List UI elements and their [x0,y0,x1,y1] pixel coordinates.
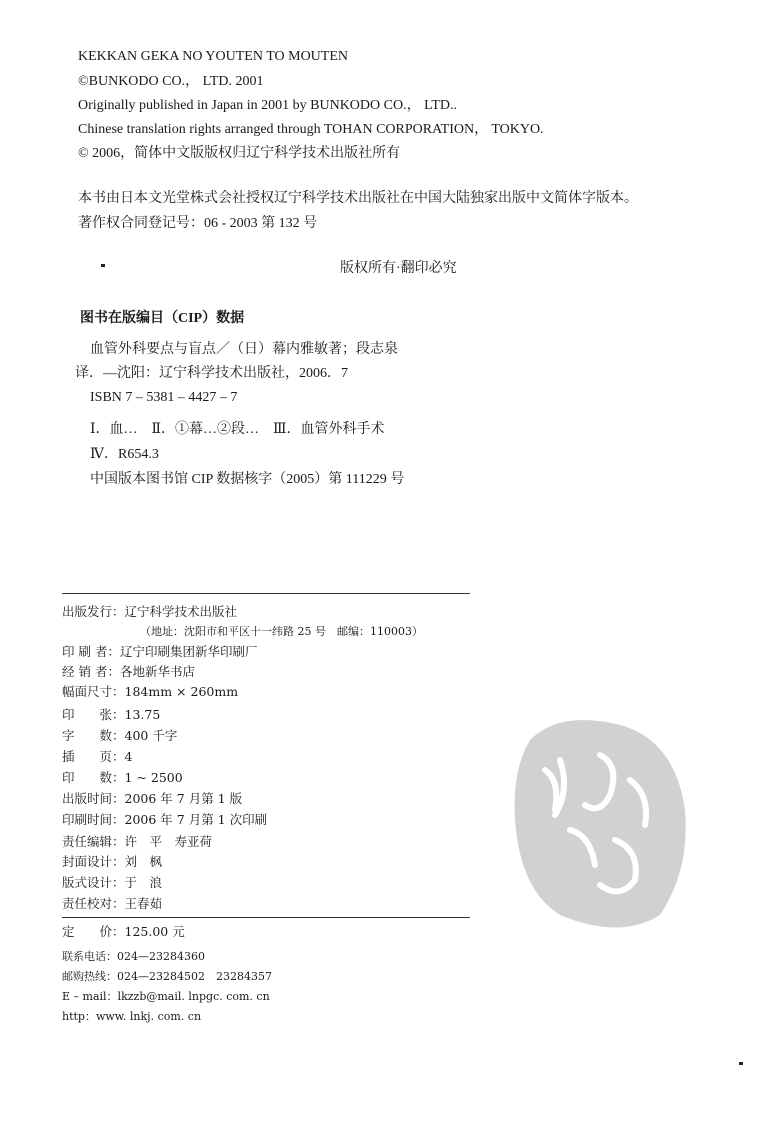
original-copyright: ©BUNKODO CO.， LTD. 2001 [78,74,264,89]
cip-verification: 中国版本图书馆 CIP 数据核字（2005）第 111229 号 [90,472,405,487]
imprint-address: （地址：沈阳市和平区十一纬路 25 号 邮编：110003） [140,625,423,638]
imprint-row: 责任校对：王春茹 [62,896,163,911]
imprint-row: 版式设计：于 浪 [62,875,163,890]
original-publication: Originally published in Japan in 2001 by BUNKODO CO.， LTD.. [78,98,458,113]
email: E – mail：lkzzb@mail. lnpgc. com. cn [62,990,270,1003]
registration-number: 著作权合同登记号：06 - 2003 第 132 号 [78,216,318,231]
imprint-row: 印 张：13.75 [62,707,161,722]
imprint-row: 责任编辑：许 平 寿亚荷 [62,834,213,849]
seal-stamp-image [500,700,700,940]
imprint-row: 印 刷 者：辽宁印刷集团新华印刷厂 [62,644,258,659]
imprint-row: 出版发行：辽宁科学技术出版社 [62,604,238,619]
imprint-row: 印 数：1 ~ 2500 [62,770,183,785]
imprint-row: 经 销 者：各地新华书店 [62,664,195,679]
rights-reserved: 版权所有·翻印必究 [340,261,457,276]
imprint-row: 封面设计：刘 枫 [62,854,163,869]
cip-line: 血管外科要点与盲点／（日）幕内雅敏著；段志泉 [90,342,398,357]
license-note: 本书由日本文光堂株式会社授权辽宁科学技术出版社在中国大陆独家出版中文简体字版本。 [78,191,638,206]
website: http：www. lnkj. com. cn [62,1010,202,1023]
price: 定 价：125.00 元 [62,924,185,939]
imprint-row: 印刷时间：2006 年 7 月第 1 次印刷 [62,812,268,827]
divider-top [62,593,470,594]
imprint-row: 插 页：4 [62,749,133,764]
chinese-copyright: © 2006，简体中文版版权归辽宁科学技术出版社所有 [78,146,401,161]
original-title: KEKKAN GEKA NO YOUTEN TO MOUTEN [78,49,348,64]
imprint-row: 出版时间：2006 年 7 月第 1 版 [62,791,243,806]
cip-heading: 图书在版编目（CIP）数据 [80,311,245,326]
cip-line: Ⅳ．R654.3 [90,447,159,462]
divider-bottom [62,917,470,918]
cip-line: 译．—沈阳：辽宁科学技术出版社，2006．7 [75,366,348,381]
speck [101,264,105,267]
isbn: ISBN 7 – 5381 – 4427 – 7 [90,390,238,405]
cip-line: Ⅰ．血… Ⅱ．①幕…②段… Ⅲ．血管外科手术 [90,422,385,437]
imprint-row: 字 数：400 千字 [62,728,178,743]
imprint-row: 幅面尺寸：184mm × 260mm [62,684,239,699]
contact-phone: 联系电话：024—23284360 [62,950,205,963]
mail-order-phone: 邮购热线：024—23284502 23284357 [62,970,272,983]
translation-rights: Chinese translation rights arranged through TOHAN CORPORATION， TOKYO. [78,122,544,137]
speck [739,1062,743,1065]
